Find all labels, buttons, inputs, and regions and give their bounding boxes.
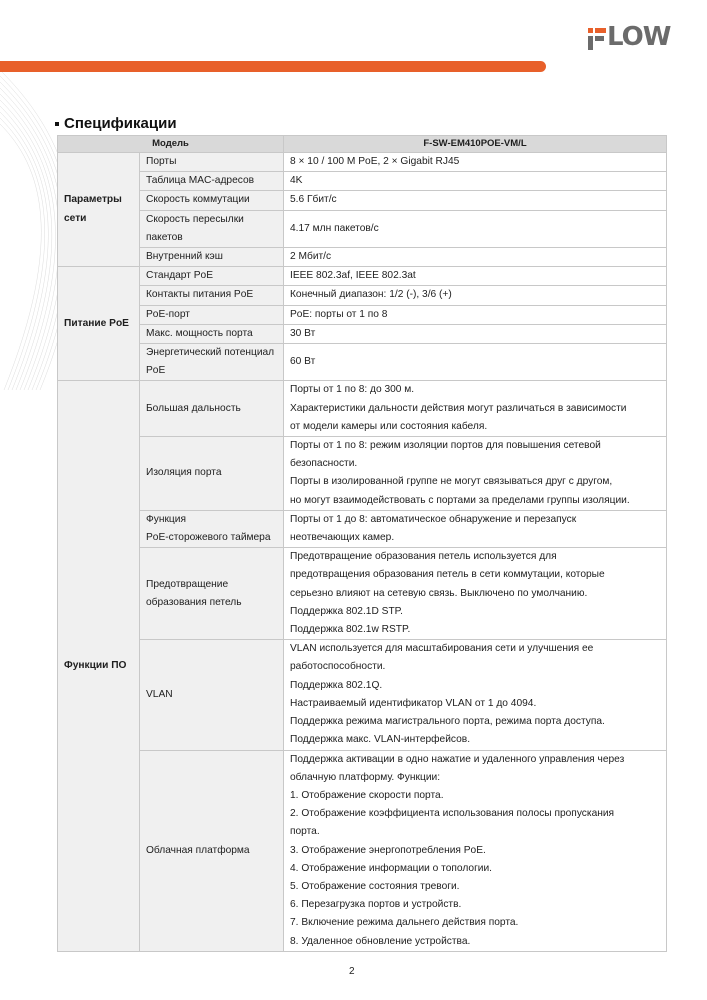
table-body	[58, 153, 667, 952]
value-line: предотвращения образования петель в сети коммутации, которые	[290, 569, 605, 581]
param-name: Порты	[140, 153, 284, 172]
param-value	[284, 153, 667, 172]
value-line: Поддержка 802.1D STP.	[290, 605, 403, 617]
value-line: Поддержка активации в одно нажатие и удаленного управления через	[290, 753, 625, 765]
param-name: Изоляция порта	[140, 437, 284, 511]
param-value	[284, 548, 667, 640]
value-line: Порты от 1 по 8: до 300 м.	[290, 384, 415, 396]
value-line: неотвечающих камер.	[290, 532, 395, 544]
value-line: 1. Отображение скорости порта.	[290, 789, 444, 801]
table-row	[58, 172, 667, 191]
value-line: порта.	[290, 826, 320, 838]
table-row	[58, 381, 667, 437]
value-line: 30 Вт	[290, 327, 316, 339]
param-value	[284, 510, 667, 547]
table-row	[58, 510, 667, 547]
param-value	[284, 750, 667, 951]
table-row	[58, 286, 667, 305]
value-line: Настраиваемый идентификатор VLAN от 1 до 4094.	[290, 697, 537, 709]
header-accent-bar	[0, 61, 546, 72]
value-line: 5. Отображение состояния тревоги.	[290, 880, 460, 892]
table-row	[58, 210, 667, 247]
table-row	[58, 267, 667, 286]
param-value	[284, 210, 667, 247]
table-row	[58, 324, 667, 343]
specifications-table	[57, 135, 667, 952]
value-line: 2 Мбит/с	[290, 251, 332, 263]
param-value	[284, 640, 667, 750]
table-row	[58, 548, 667, 640]
value-line: Поддержка макс. VLAN-интерфейсов.	[290, 734, 471, 746]
page-number: 2	[349, 966, 355, 977]
table-header-row	[58, 136, 667, 153]
value-line: Порты в изолированной группе не могут связываться друг с другом,	[290, 476, 613, 488]
value-line: 4.17 млн пакетов/с	[290, 222, 379, 234]
value-line: 4. Отображение информации о топологии.	[290, 862, 492, 874]
value-line: Поддержка режима магистрального порта, режима порта доступа.	[290, 716, 605, 728]
value-line: но могут взаимодействовать с портами за пределами группы изоляции.	[290, 494, 630, 506]
param-value	[284, 344, 667, 381]
value-line: 8 × 10 / 100 M PoE, 2 × Gigabit RJ45	[290, 156, 460, 167]
value-line: работоспособности.	[290, 661, 386, 673]
value-line: 2. Отображение коэффициента использования полосы пропускания	[290, 808, 615, 820]
header-model-label: Модель	[58, 136, 284, 153]
param-name: Стандарт PoE	[140, 267, 284, 286]
group-label: Параметры сети	[58, 153, 140, 267]
value-line: 6. Перезагрузка портов и устройств.	[290, 899, 462, 911]
param-value	[284, 286, 667, 305]
value-line: безопасности.	[290, 458, 358, 470]
param-name: Внутренний кэш	[140, 248, 284, 267]
value-line: Порты от 1 по 8: режим изоляции портов для повышения сетевой	[290, 440, 601, 452]
value-line: от модели камеры или состояния кабеля.	[290, 420, 488, 432]
param-name: Скорость коммутации	[140, 191, 284, 210]
param-line: Предотвращение	[146, 578, 229, 590]
value-line: PoE: порты от 1 по 8	[290, 308, 388, 320]
value-line: Порты от 1 до 8: автоматическое обнаружение и перезапуск	[290, 513, 577, 525]
param-value	[284, 191, 667, 210]
logo-f-glyph-icon	[588, 28, 606, 50]
param-name: Контакты питания PoE	[140, 286, 284, 305]
param-name: Большая дальность	[140, 381, 284, 437]
param-value	[284, 172, 667, 191]
param-value	[284, 437, 667, 511]
param-name: Облачная платформа	[140, 750, 284, 951]
value-line: Характеристики дальности действия могут различаться в зависимости	[290, 402, 627, 414]
flow-logo	[588, 24, 670, 50]
param-line: Функция	[146, 513, 186, 525]
logo-text: LOW	[607, 22, 671, 52]
section-title-text: Спецификации	[64, 115, 177, 132]
value-line: Поддержка 802.1w RSTP.	[290, 624, 411, 636]
param-line: образования петель	[146, 596, 242, 608]
param-value	[284, 248, 667, 267]
value-line: облачную платформу. Функции:	[290, 771, 441, 783]
param-name: Макс. мощность порта	[140, 324, 284, 343]
value-line: VLAN используется для масштабирования сети и улучшения ее	[290, 643, 594, 655]
param-name: Энергетический потенциал PoE	[140, 344, 284, 381]
table-row	[58, 344, 667, 381]
value-line: 60 Вт	[290, 356, 316, 368]
value-line: IEEE 802.3af, IEEE 802.3at	[290, 270, 416, 282]
param-name: VLAN	[140, 640, 284, 750]
table-row	[58, 305, 667, 324]
param-value	[284, 305, 667, 324]
param-name: Таблица MAC-адресов	[140, 172, 284, 191]
param-line: PoE-сторожевого таймера	[146, 532, 271, 544]
value-line: Предотвращение образования петель используется для	[290, 551, 557, 563]
value-line: Поддержка 802.1Q.	[290, 679, 383, 691]
group-label: Питание PoE	[58, 267, 140, 381]
param-value	[284, 267, 667, 286]
group-label: Функции ПО	[58, 381, 140, 951]
bullet-icon	[55, 122, 59, 126]
param-value	[284, 381, 667, 437]
table-row	[58, 640, 667, 750]
value-line: 5.6 Гбит/с	[290, 194, 337, 206]
value-line: 4K	[290, 175, 303, 187]
value-line: 3. Отображение энергопотребления PoE.	[290, 844, 486, 856]
param-name: PoE-порт	[140, 305, 284, 324]
header-model-value: F-SW-EM410POE-VM/L	[284, 136, 667, 153]
value-line: Конечный диапазон: 1/2 (-), 3/6 (+)	[290, 289, 452, 301]
value-line: 7. Включение режима дальнего действия порта.	[290, 917, 519, 929]
table-row	[58, 191, 667, 210]
section-title	[55, 115, 177, 132]
value-line: серьезно влияют на сетевую связь. Выключено по умолчанию.	[290, 587, 588, 599]
param-value	[284, 324, 667, 343]
table-row	[58, 750, 667, 951]
value-line: 8. Удаленное обновление устройства.	[290, 935, 471, 947]
param-name	[140, 510, 284, 547]
table-row	[58, 437, 667, 511]
param-name	[140, 548, 284, 640]
table-row	[58, 153, 667, 172]
table-row	[58, 248, 667, 267]
param-name: Скорость пересылки пакетов	[140, 210, 284, 247]
